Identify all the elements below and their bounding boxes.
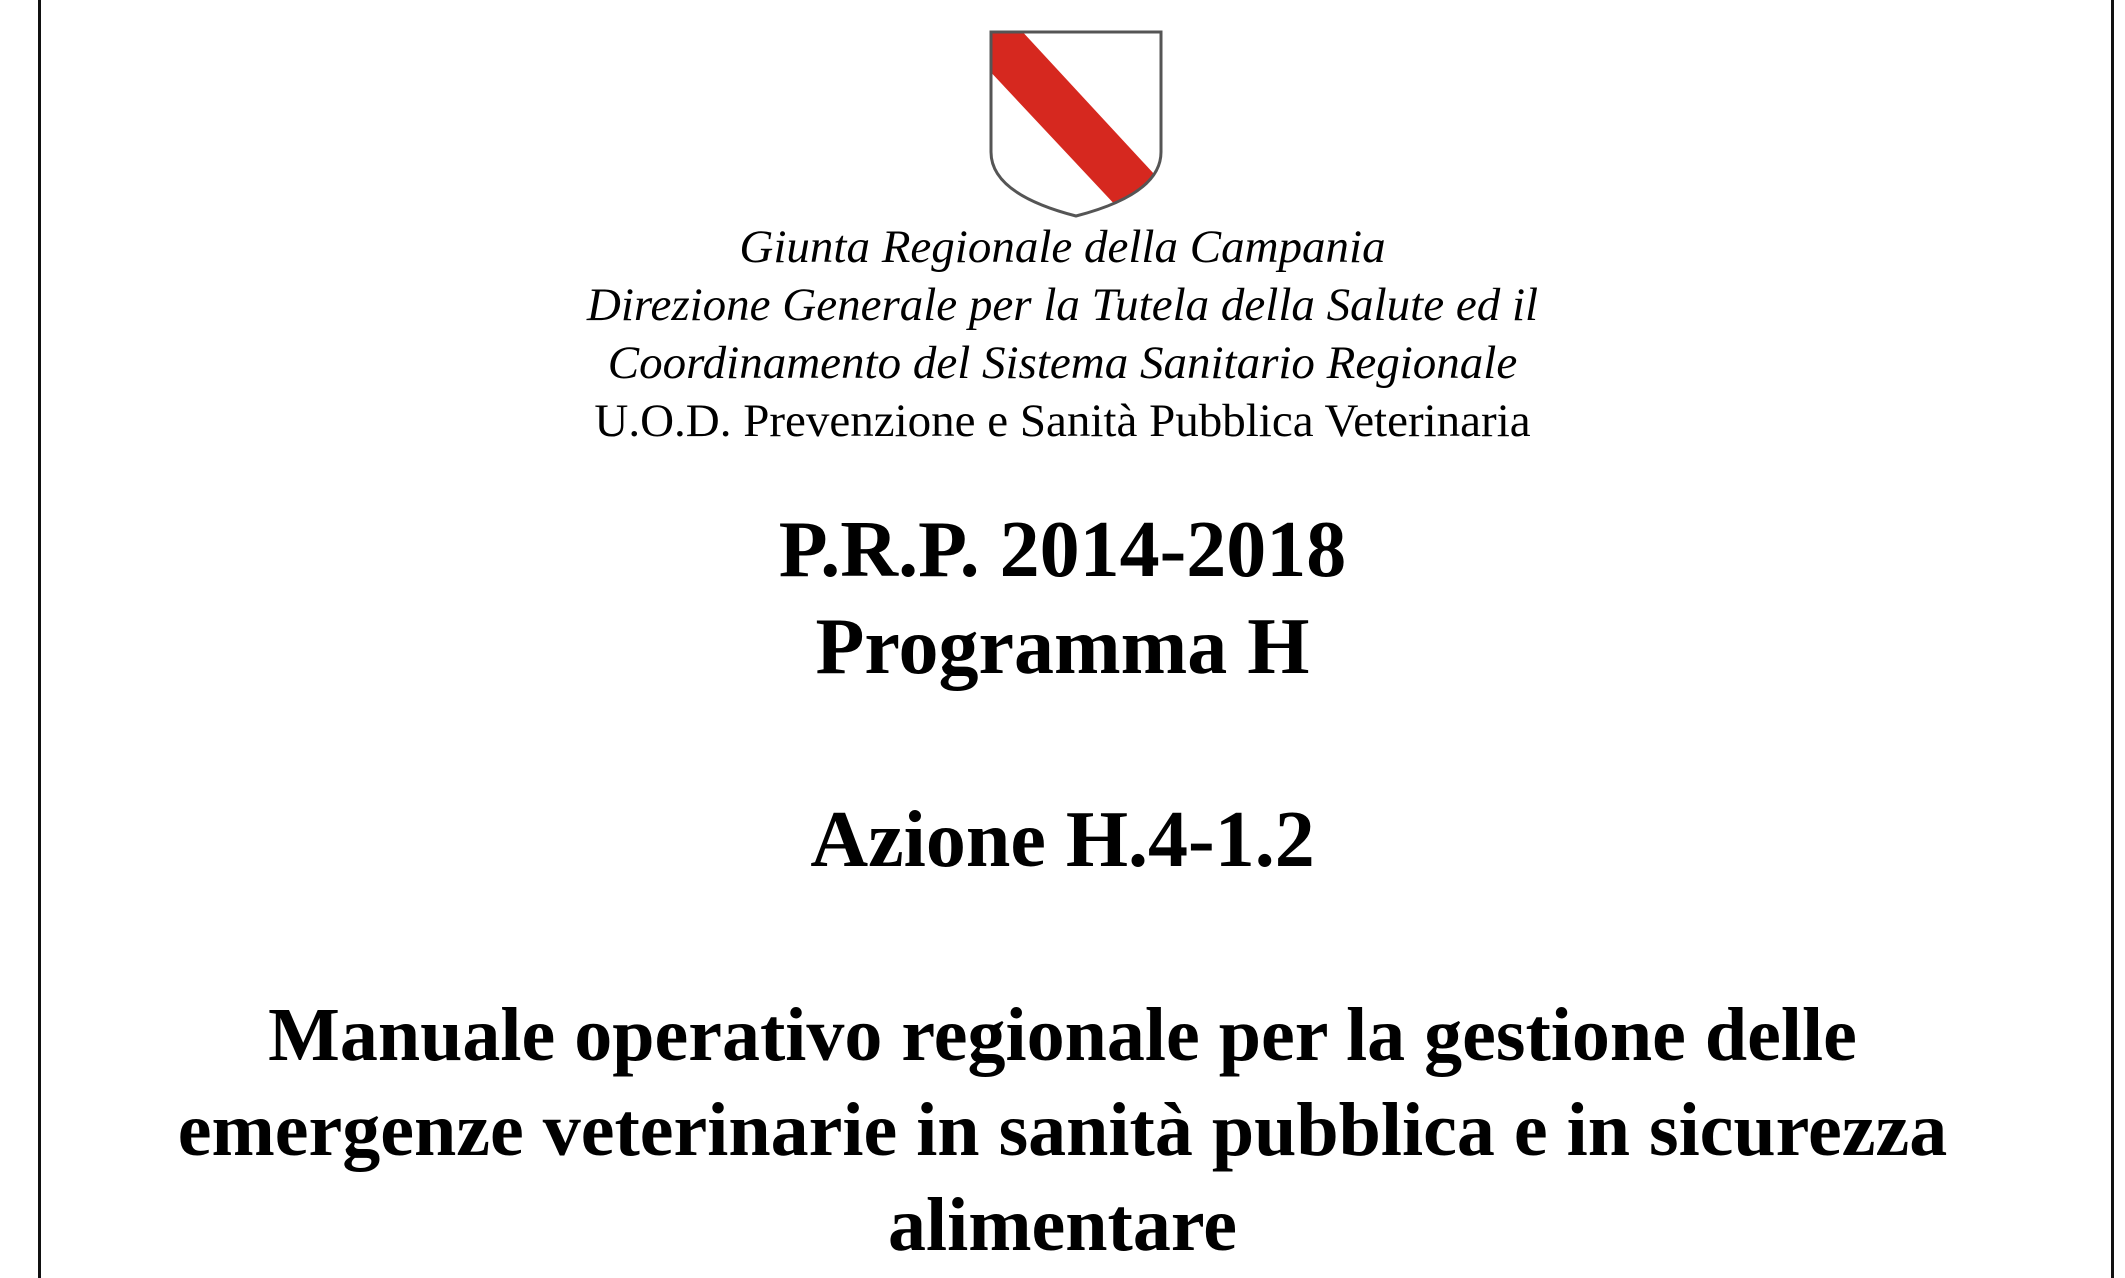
manual-title-line-3: alimentare [888, 1183, 1237, 1267]
action-title: Azione H.4-1.2 [810, 796, 1315, 884]
program-title: Programma H [815, 603, 1310, 691]
manual-title-line-2: emergenze veterinarie in sanità pubblica e in sicurezza [177, 1088, 1948, 1172]
plan-title: P.R.P. 2014-2018 [778, 506, 1347, 594]
manual-title-line-1: Manuale operativo regionale per la gestione delle [268, 993, 1857, 1077]
manual-title [90, 988, 2035, 1273]
header-line-direzione: Direzione Generale per la Tutela della Salute ed il [586, 279, 1539, 331]
header-line-uod: U.O.D. Prevenzione e Sanità Pubblica Veterinaria [594, 395, 1531, 447]
header-line-giunta: Giunta Regionale della Campania [739, 221, 1386, 273]
campania-crest-icon [985, 28, 1167, 220]
issuing-authority-header [0, 218, 2125, 450]
header-line-coordinamento: Coordinamento del Sistema Sanitario Regionale [607, 337, 1518, 389]
